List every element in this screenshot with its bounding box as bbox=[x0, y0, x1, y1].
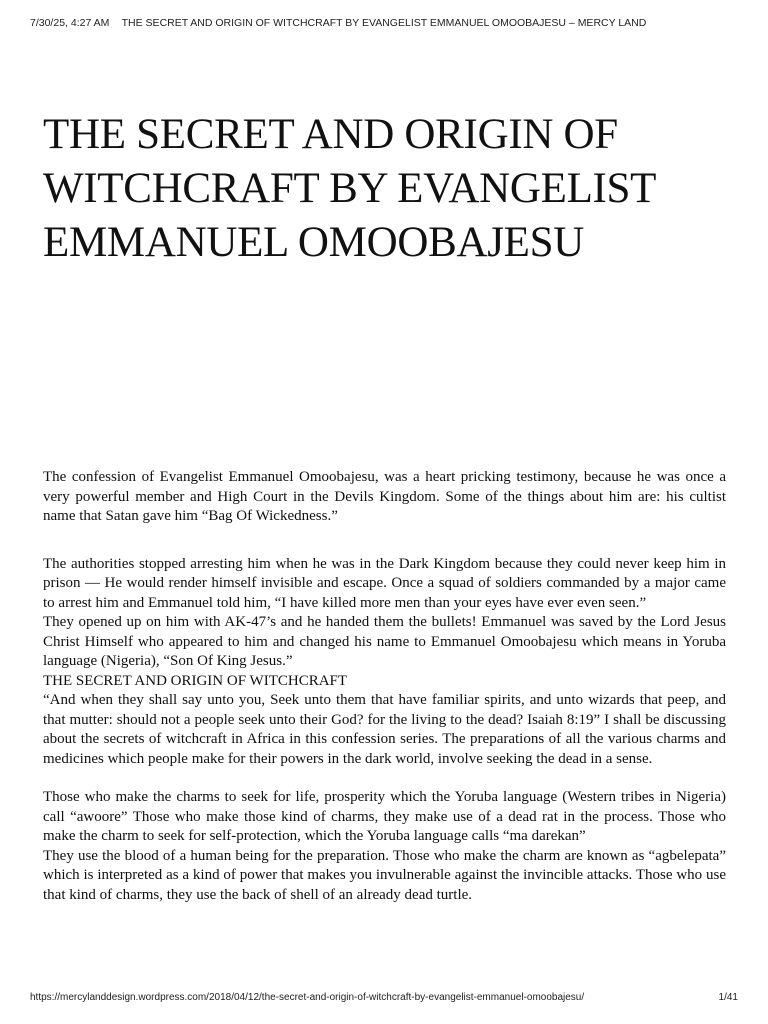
section-heading: THE SECRET AND ORIGIN OF WITCHCRAFT bbox=[43, 672, 348, 689]
print-footer bbox=[30, 992, 738, 1006]
paragraph-agbelepata: They use the blood of a human being for the preparation. Those who make the charm are known as “agbelepata” which is interpreted as a kind of power that makes you invulnerable against the invincible attacks. Those who use that kind of charms, they use the back of shell of an already dead turtle. bbox=[43, 847, 726, 903]
print-url: https://mercylanddesign.wordpress.com/2018/04/12/the-secret-and-origin-of-witchcraft-by-evangelist-emmanuel-omoobajesu/ bbox=[30, 992, 585, 1003]
paragraph-isaiah: “And when they shall say unto you, Seek unto them that have familiar spirits, and unto wizards that peep, and that mutter: should not a people seek unto their God? for the living to the dead? Isaiah 8:19” I shall be discussing about the secrets of witchcraft in Africa in this confession series. The preparations of all the various charms and medicines which people make for their powers in the dark world, involve seeking the dead in a sense. bbox=[43, 692, 726, 767]
article-body bbox=[43, 468, 726, 905]
paragraph-bullets: They opened up on him with AK-47’s and he handed them the bullets! Emmanuel was saved by the Lord Jesus Christ Himself who appeared to him and changed his name to Emmanuel Omoobajesu which means in Yoruba language (Nigeria), “Son Of King Jesus.” bbox=[43, 614, 726, 669]
print-header bbox=[30, 17, 738, 31]
paragraph-awoore: Those who make the charms to seek for life, prosperity which the Yoruba language (Western tribes in Nigeria) call “awoore” Those who make those kind of charms, they make use of a dead rat in the process. Those who make the charm to seek for self-protection, which the Yoruba language calls “ma darekan” bbox=[43, 789, 726, 844]
paragraph-arrest: The authorities stopped arresting him when he was in the Dark Kingdom because they could never keep him in prison — He would render himself invisible and escape. Once a squad of soldiers commanded by a major came to arrest him and Emmanuel told him, “I have killed more men than your eyes have ever even seen.” bbox=[43, 555, 726, 611]
print-page-title: THE SECRET AND ORIGIN OF WITCHCRAFT BY EVANGELIST EMMANUEL OMOOBAJESU – MERCY LAND bbox=[121, 17, 647, 29]
paragraph-intro: The confession of Evangelist Emmanuel Omoobajesu, was a heart pricking testimony, because he was once a very powerful member and High Court in the Devils Kingdom. Some of the things about him are: his cultist name that Satan gave him “Bag Of Wickedness.” bbox=[43, 469, 726, 524]
print-datetime: 7/30/25, 4:27 AM bbox=[30, 17, 110, 29]
article-title: THE SECRET AND ORIGIN OF WITCHCRAFT BY EVANGELIST EMMANUEL OMOOBAJESU bbox=[43, 111, 656, 266]
print-page-number: 1/41 bbox=[718, 992, 738, 1003]
